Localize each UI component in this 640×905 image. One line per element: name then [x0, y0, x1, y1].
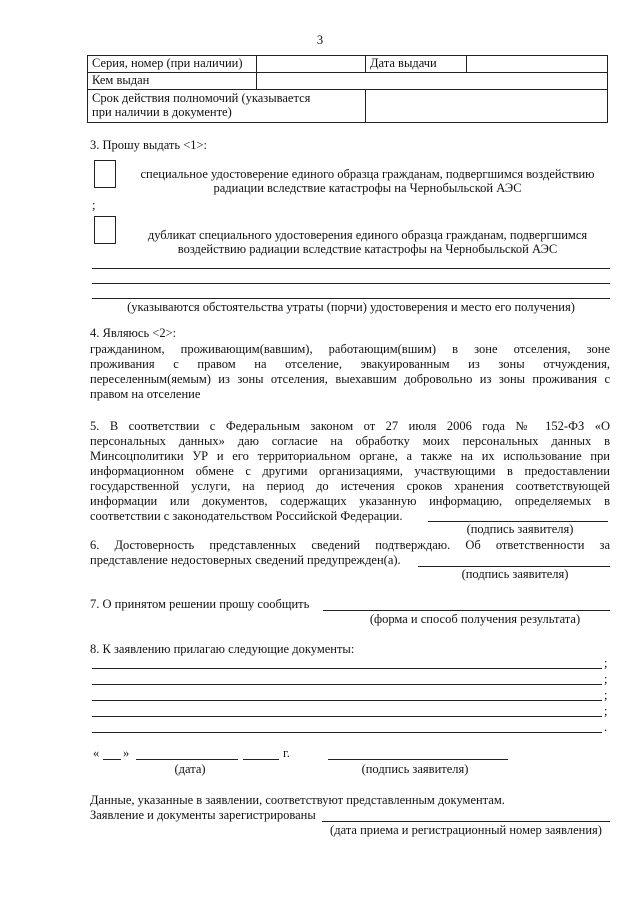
validity-value-cell[interactable]	[366, 90, 608, 123]
loss-circumstances-line-2[interactable]	[92, 283, 610, 284]
validity-label: Срок действия полномочий (указывается при наличии в документе)	[88, 90, 366, 123]
attachment-line-3-end: ;	[604, 688, 608, 702]
section-4-line2: проживания с правом на отселение, эвакуированным из зоны отчуждения,	[90, 357, 610, 371]
option-special-certificate-line2: радиации вследствие катастрофы на Чернобыльской АЭС	[213, 181, 522, 195]
page-number: 3	[316, 33, 324, 47]
option-separator: ;	[92, 198, 96, 212]
section-6-line2: представление недостоверных сведений предупрежден(а).	[90, 553, 401, 567]
series-label: Серия, номер (при наличии)	[88, 56, 257, 73]
result-method-caption: (форма и способ получения результата)	[369, 612, 581, 626]
registration-caption: (дата приема и регистрационный номер заявления)	[330, 823, 602, 837]
section-4-line1: гражданином, проживающим(вавшим), работающим(вшим) в зоне отселения, зоне	[90, 342, 610, 356]
date-year-line[interactable]	[243, 759, 279, 760]
attachment-line-2-end: ;	[604, 672, 608, 686]
registration-line[interactable]	[322, 821, 610, 822]
section-5-line3: Минсоцполитики УР и его территориальном органе, а также на их использование при	[90, 449, 610, 463]
section-5-line1: 5. В соответствии с Федеральным законом от 27 июля 2006 года № 152-ФЗ «О	[90, 419, 610, 433]
issued-by-label: Кем выдан	[88, 73, 257, 90]
date-year-suffix: г.	[283, 746, 290, 760]
section-5-line2: персональных данных» даю согласие на обработку моих персональных данных в	[90, 434, 610, 448]
attachment-line-1-end: ;	[604, 656, 608, 670]
section-8-heading: 8. К заявлению прилагаю следующие документы:	[90, 642, 355, 656]
option-duplicate-line2: воздействию радиации вследствие катастрофы на Чернобыльской АЭС	[177, 242, 558, 256]
series-value-cell[interactable]	[257, 56, 366, 73]
issue-date-value-cell[interactable]	[467, 56, 608, 73]
option-duplicate-line1: дубликат специального удостоверения единого образца гражданам, подвергшимся	[147, 228, 588, 242]
section-5-line4: информационном обмене с другими организациями, участвующими в предоставлении	[90, 464, 610, 478]
option-special-certificate-line1: специальное удостоверение единого образца гражданам, подвергшимся воздействию	[140, 167, 595, 181]
applicant-signature-caption: (подпись заявителя)	[361, 762, 469, 776]
issued-by-value-cell[interactable]	[257, 73, 608, 90]
section-7-text: 7. О принятом решении прошу сообщить	[90, 597, 310, 611]
issue-date-label: Дата выдачи	[366, 56, 467, 73]
footer-line1: Данные, указанные в заявлении, соответствуют представленным документам.	[90, 793, 505, 807]
section-6-line1: 6. Достоверность представленных сведений подтверждаю. Об ответственности за	[90, 538, 610, 552]
date-quote-close: »	[123, 746, 130, 760]
option-special-certificate-checkbox[interactable]	[94, 160, 116, 188]
loss-circumstances-caption: (указываются обстоятельства утраты (порчи) удостоверения и место его получения)	[127, 300, 575, 314]
result-method-line[interactable]	[323, 610, 610, 611]
loss-circumstances-line-3[interactable]	[92, 298, 610, 299]
loss-circumstances-line-1[interactable]	[92, 268, 610, 269]
date-quote-open: «	[93, 746, 100, 760]
date-month-line[interactable]	[136, 759, 238, 760]
footer-line2: Заявление и документы зарегистрированы	[90, 808, 316, 822]
attachment-line-4[interactable]	[92, 716, 602, 717]
attachment-line-3[interactable]	[92, 700, 602, 701]
attachment-line-2[interactable]	[92, 684, 602, 685]
section-3-heading: 3. Прошу выдать <1>:	[90, 138, 208, 152]
section-5-line6: информации или документов, содержащих указанную информацию, определяемых в	[90, 494, 610, 508]
section-6-signature-caption: (подпись заявителя)	[461, 567, 569, 581]
date-day-line[interactable]	[103, 759, 121, 760]
attachment-line-4-end: ;	[604, 704, 608, 718]
attachment-line-5-end: .	[604, 720, 608, 734]
section-5-line7: соответствии с законодательством Российской Федерации.	[90, 509, 403, 523]
section-5-signature-caption: (подпись заявителя)	[466, 522, 574, 536]
section-4-line3: переселенным(яемым) из зоны отселения, выехавшим добровольно из зоны проживания с	[90, 372, 610, 386]
date-caption: (дата)	[174, 762, 206, 776]
section-4-heading: 4. Являюсь <2>:	[90, 326, 177, 340]
applicant-signature-line[interactable]	[328, 759, 508, 760]
attachment-line-5[interactable]	[92, 732, 602, 733]
attachment-line-1[interactable]	[92, 668, 602, 669]
section-4-line4: правом на отселение	[90, 387, 201, 401]
applicant-document-table	[87, 55, 608, 123]
section-5-line5: государственной услуги, на период до истечения сроков хранения соответствующей	[90, 479, 610, 493]
option-duplicate-checkbox[interactable]	[94, 216, 116, 244]
